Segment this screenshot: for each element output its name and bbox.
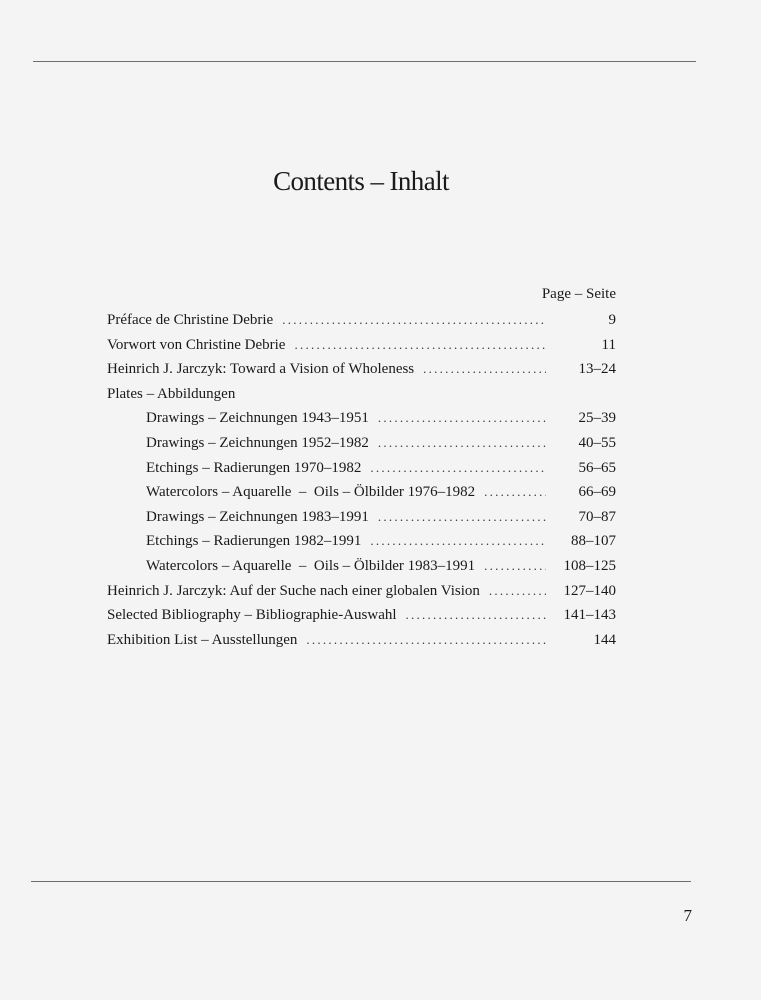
dot-leader — [378, 431, 546, 456]
toc-entry-label: Etchings – Radierungen 1982–1991 — [146, 533, 362, 550]
page-number: 7 — [683, 906, 692, 925]
dot-leader — [406, 603, 546, 628]
toc-subentry — [107, 554, 616, 579]
toc-entry-label: Drawings – Zeichnungen 1952–1982 — [146, 434, 369, 451]
dot-leader — [370, 529, 546, 554]
toc-entry-label: Heinrich J. Jarczyk: Toward a Vision of Wholeness — [107, 361, 415, 378]
toc-entry-label: Watercolors – Aquarelle – Oils – Ölbilder 1983–1991 — [146, 557, 476, 574]
dot-leader — [423, 357, 546, 382]
toc-entry — [107, 308, 616, 333]
toc-subentry — [107, 406, 616, 431]
toc-entry-page: 127–140 — [563, 582, 616, 599]
toc-entry — [107, 333, 616, 358]
toc-entry-label: Vorwort von Christine Debrie — [107, 336, 286, 353]
toc-entry-page: 108–125 — [563, 557, 616, 574]
toc-entry — [107, 628, 616, 653]
toc-entry-label: Etchings – Radierungen 1970–1982 — [146, 459, 362, 476]
toc-entry-page: 144 — [593, 631, 616, 648]
toc-entry-page: 88–107 — [571, 533, 616, 550]
toc-entry — [107, 357, 616, 382]
toc-entry — [107, 579, 616, 604]
page-title: Contents – Inhalt — [273, 166, 449, 196]
toc-entry-label: Exhibition List – Ausstellungen — [107, 631, 298, 648]
dot-leader — [378, 505, 546, 530]
toc-entry-page: 56–65 — [578, 459, 616, 476]
toc-entry-label: Drawings – Zeichnungen 1943–1951 — [146, 410, 369, 427]
dot-leader — [378, 406, 546, 431]
toc-entry-label: Plates – Abbildungen — [107, 385, 236, 402]
toc-entry-label: Drawings – Zeichnungen 1983–1991 — [146, 508, 369, 525]
toc-entry-page: 141–143 — [563, 607, 616, 624]
dot-leader — [484, 480, 546, 505]
toc-entry-page: 13–24 — [578, 361, 616, 378]
dot-leader — [306, 628, 546, 653]
toc-entry — [107, 603, 616, 628]
toc-subentry — [107, 480, 616, 505]
toc-subentry — [107, 456, 616, 481]
dot-leader — [282, 308, 546, 333]
dot-leader — [294, 333, 546, 358]
toc-entry-page: 11 — [601, 336, 616, 353]
toc-entry-label: Préface de Christine Debrie — [107, 312, 274, 328]
toc-entry-page: 70–87 — [578, 508, 616, 525]
toc-entry-label: Watercolors – Aquarelle – Oils – Ölbilder 1976–1982 — [146, 484, 476, 501]
toc-subentry — [107, 505, 616, 530]
dot-leader — [370, 456, 546, 481]
toc-entry-page: 25–39 — [578, 410, 616, 427]
toc-subentry — [107, 431, 616, 456]
toc-section-heading — [107, 382, 616, 407]
toc-entry-page: 9 — [608, 312, 616, 328]
toc-subentry — [107, 529, 616, 554]
toc-entry-page: 66–69 — [578, 484, 616, 501]
bottom-rule — [31, 881, 691, 882]
dot-leader — [484, 554, 546, 579]
toc-entry-label: Heinrich J. Jarczyk: Auf der Suche nach einer globalen Vision — [107, 582, 480, 599]
toc-entry-page: 40–55 — [578, 434, 616, 451]
table-of-contents — [107, 308, 616, 652]
page-column-header: Page – Seite — [541, 286, 616, 302]
dot-leader — [489, 579, 546, 604]
top-rule — [33, 61, 696, 62]
toc-entry-label: Selected Bibliography – Bibliographie-Auswahl — [107, 607, 397, 624]
